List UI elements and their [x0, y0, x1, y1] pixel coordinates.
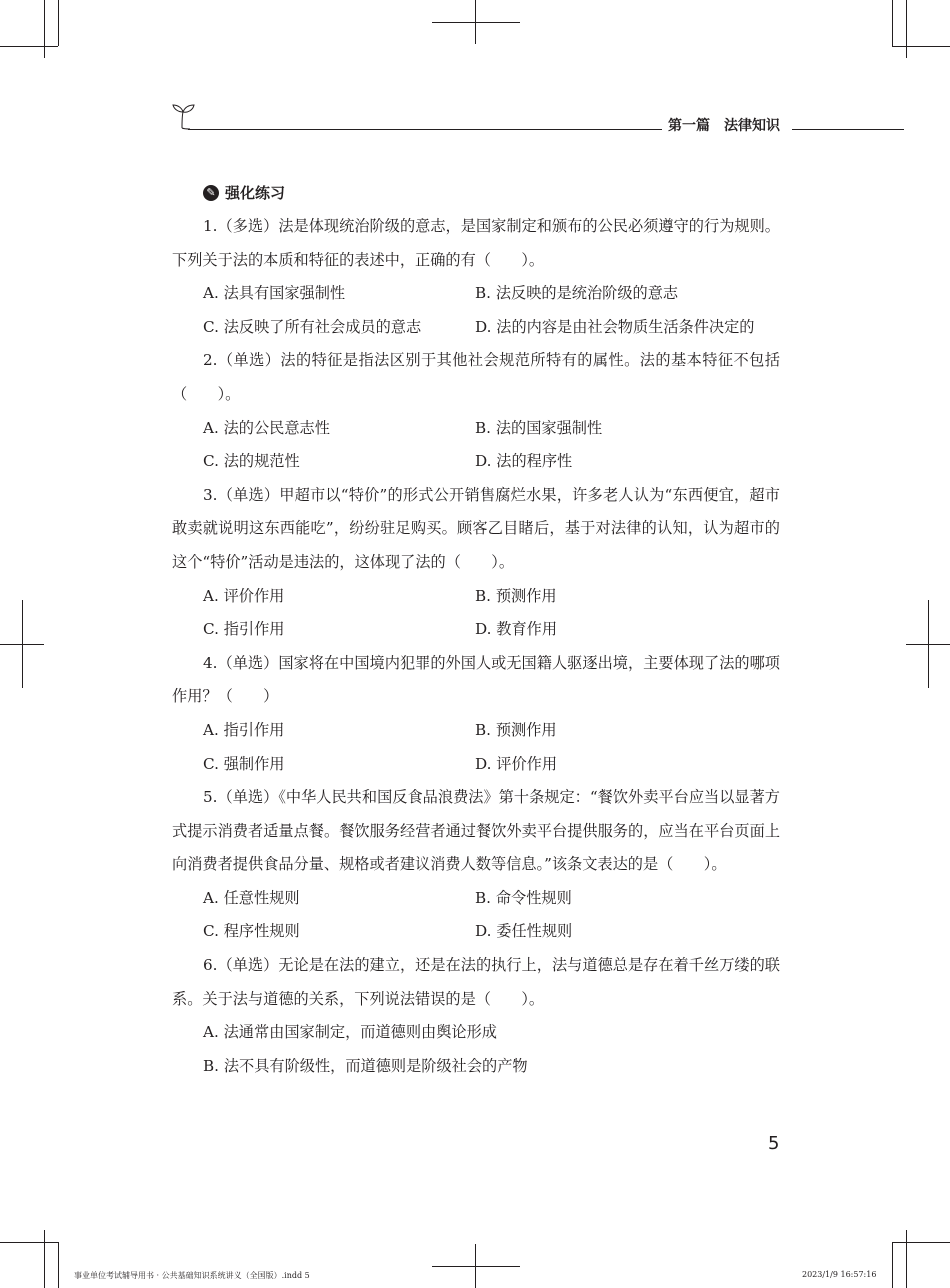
option-c: C. 程序性规则: [203, 922, 300, 941]
footer-timestamp: 2023/1/9 16:57:16: [802, 1270, 877, 1279]
option-b: B. 法的国家强制性: [475, 418, 603, 437]
crop-mark: [0, 46, 58, 47]
question-3: 3.（单选）甲超市以“特价”的形式公开销售腐烂水果，许多老人认为“东西便宜，超市敢卖就说明这东西能吃”，纷纷驻足购买。顾客乙目睹后，基于对法律的认知，认为超市的这个“特价”活动是违法的，这体现了法的（ ）。: [172, 485, 780, 571]
option-a: A. 法具有国家强制性: [203, 284, 346, 303]
crop-mark: [906, 1230, 907, 1288]
options-row: [172, 311, 780, 345]
crop-mark: [432, 22, 520, 23]
crop-mark: [0, 1242, 58, 1243]
crop-mark: [44, 0, 45, 58]
pen-icon: ✎: [203, 185, 219, 201]
header-rule-left: [188, 129, 662, 130]
crop-mark: [475, 1244, 476, 1288]
crop-mark: [892, 46, 950, 47]
options-row: [172, 580, 780, 614]
section-title-text: 强化练习: [225, 184, 286, 202]
option-a: A. 指引作用: [203, 720, 285, 739]
option-c: C. 法反映了所有社会成员的意志: [203, 317, 422, 336]
question-1: 1.（多选）法是体现统治阶级的意志，是国家制定和颁布的公民必须遵守的行为规则。下列关于法的本质和特征的表述中，正确的有（ ）。: [172, 217, 780, 269]
options-row: [172, 748, 780, 782]
options-row: [172, 445, 780, 479]
leaf-icon: [170, 102, 196, 130]
crop-mark: [892, 1242, 950, 1243]
option-a: A. 任意性规则: [203, 888, 300, 907]
crop-mark: [906, 0, 907, 58]
options-row: [172, 714, 780, 748]
footer-file-name: 事业单位考试辅导用书 · 公共基础知识系统讲义（全国版）.indd 5: [74, 1271, 310, 1280]
crop-mark: [928, 600, 929, 688]
options-row: [172, 613, 780, 647]
option-d: D. 评价作用: [475, 754, 558, 773]
question-6: 6.（单选）无论是在法的建立，还是在法的执行上，法与道德总是存在着千丝万缕的联系。关于法与道德的关系，下列说法错误的是（ ）。: [172, 956, 780, 1008]
crop-mark: [44, 1230, 45, 1288]
option-c: C. 指引作用: [203, 620, 285, 639]
crop-mark: [432, 1266, 520, 1267]
option-c: C. 强制作用: [203, 754, 285, 773]
option-b: B. 预测作用: [475, 586, 557, 605]
crop-mark: [22, 600, 23, 688]
option-d: D. 法的内容是由社会物质生活条件决定的: [475, 317, 755, 336]
option-c: C. 法的规范性: [203, 452, 300, 471]
page-number: 5: [768, 1133, 780, 1154]
crop-mark: [58, 0, 59, 46]
option-d: D. 教育作用: [475, 620, 558, 639]
question-5: 5.（单选）《中华人民共和国反食品浪费法》第十条规定：“餐饮外卖平台应当以显著方式提示消费者适量点餐。餐饮服务经营者通过餐饮外卖平台提供服务的，应当在平台页面上向消费者提供食品分量、规格或者建议消费人数等信息。”该条文表达的是（ ）。: [172, 788, 780, 874]
crop-mark: [58, 1242, 59, 1288]
option-b: B. 法不具有阶级性，而道德则是阶级社会的产物: [203, 1056, 528, 1075]
options-row: [172, 915, 780, 949]
question-4: 4.（单选）国家将在中国境内犯罪的外国人或无国籍人驱逐出境，主要体现了法的哪项作用？（ ）: [172, 653, 780, 706]
option-d: D. 委任性规则: [475, 922, 573, 941]
option-a: A. 法的公民意志性: [203, 418, 330, 437]
crop-mark: [475, 0, 476, 44]
option-a: A. 评价作用: [203, 586, 285, 605]
option-b: B. 预测作用: [475, 720, 557, 739]
option-d: D. 法的程序性: [475, 452, 573, 471]
option-b: B. 法反映的是统治阶级的意志: [475, 284, 679, 303]
section-title: [203, 182, 285, 203]
options-row: [172, 412, 780, 446]
header-title: 第一篇 法律知识: [668, 118, 780, 134]
option-a: A. 法通常由国家制定，而道德则由舆论形成: [203, 1023, 497, 1042]
header-rule-right: [792, 129, 904, 130]
options-row: [172, 277, 780, 311]
option-b: B. 命令性规则: [475, 888, 572, 907]
crop-mark: [892, 1242, 893, 1288]
options-row: [172, 882, 780, 916]
crop-mark: [892, 0, 893, 46]
question-list: [172, 210, 780, 1083]
question-2: 2.（单选）法的特征是指法区别于其他社会规范所特有的属性。法的基本特征不包括（ ）。: [172, 351, 780, 403]
